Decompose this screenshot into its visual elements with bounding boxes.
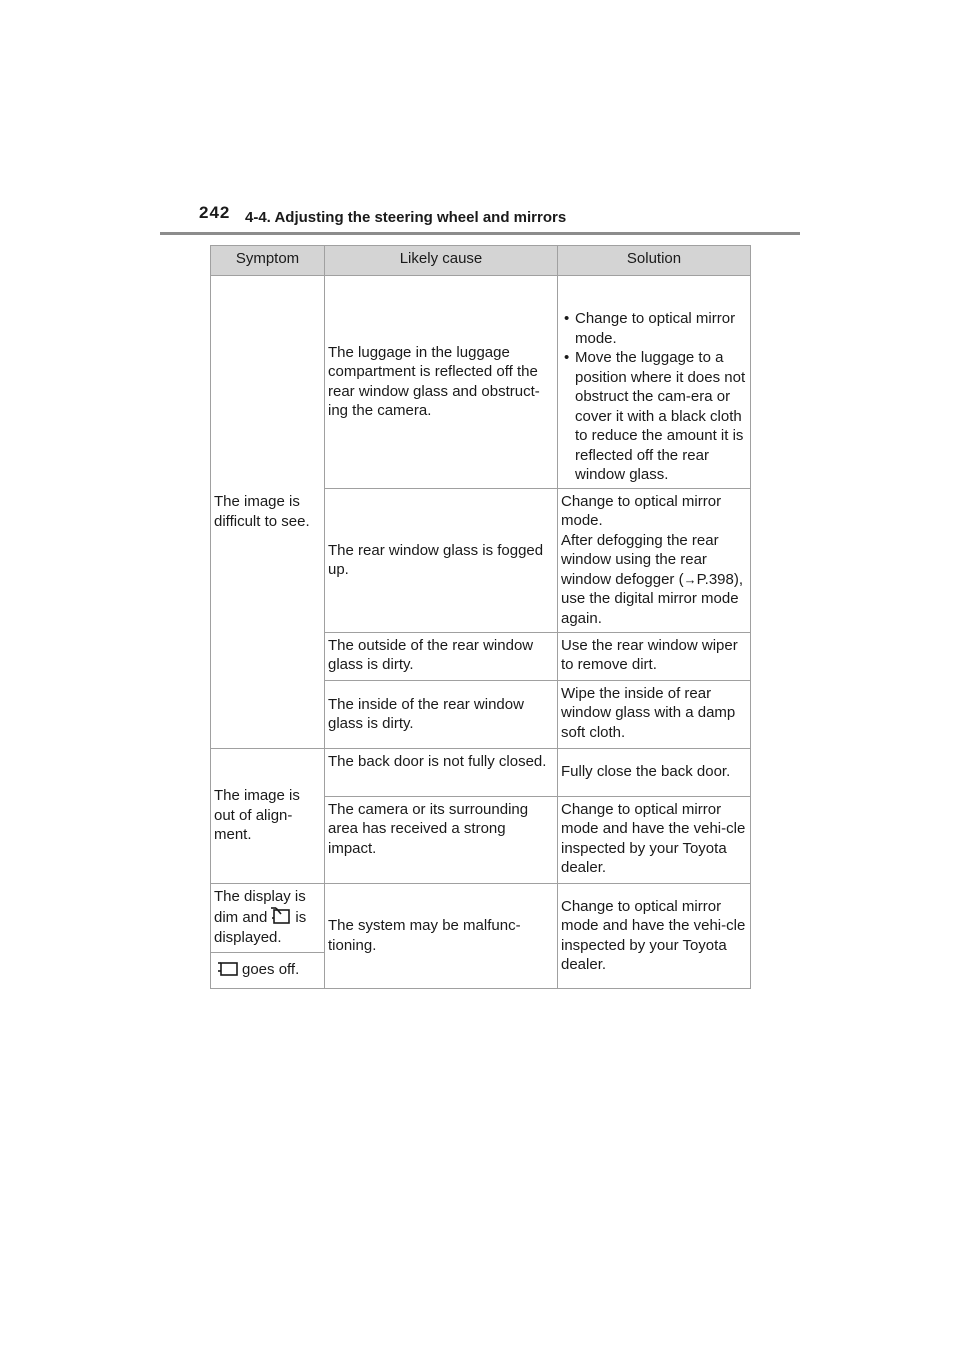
solution-line: Change to optical mirror mode. — [561, 492, 722, 529]
solution-cell: Use the rear window wiper to remove dirt. — [558, 632, 751, 680]
column-header-likely-cause: Likely cause — [325, 246, 558, 276]
solution-line — [561, 531, 747, 629]
table-header-row — [211, 246, 751, 276]
symptom-cell: The image is out of align-ment. — [211, 748, 325, 883]
cause-cell: The luggage in the luggage compartment is reflected off the rear window glass and obstruct-ing the camera. — [325, 276, 558, 489]
solution-cell: Change to optical mirror mode and have the vehi-cle inspected by your Toyota dealer. — [558, 796, 751, 883]
troubleshooting-table — [210, 245, 751, 989]
camera-warning-icon — [270, 906, 292, 926]
symptom-icon-off — [211, 953, 324, 988]
symptom-text: is displayed. — [214, 909, 307, 946]
solution-open-paren: ( — [678, 570, 684, 588]
camera-frame-icon — [217, 960, 239, 978]
cause-cell: The rear window glass is fogged up. — [325, 488, 558, 632]
solution-cell: Fully close the back door. — [558, 748, 751, 796]
symptom-cell: The image is difficult to see. — [211, 276, 325, 749]
symptom-cell — [211, 883, 325, 988]
symptom-display-dim — [211, 884, 324, 954]
list-item: • Change to optical mirror mode. — [561, 309, 747, 348]
solution-cell: Change to optical mirror mode and have the vehi-cle inspected by your Toyota dealer. — [558, 883, 751, 988]
page-reference: P.398), use the digital mirror mode again. — [561, 570, 744, 627]
cause-cell: The outside of the rear window glass is dirty. — [325, 632, 558, 680]
table-row — [211, 276, 751, 489]
solution-cell — [558, 488, 751, 632]
cause-cell: The camera or its surrounding area has received a strong impact. — [325, 796, 558, 883]
column-header-symptom: Symptom — [211, 246, 325, 276]
solution-cell — [558, 276, 751, 489]
page-number: 242 — [199, 203, 231, 222]
header-rule — [160, 232, 800, 235]
arrow-right-icon: → — [683, 571, 697, 587]
section-title: 4-4. Adjusting the steering wheel and mirrors — [245, 209, 567, 226]
column-header-solution: Solution — [558, 246, 751, 276]
solution-text: After defogging the rear window using the rear window defogger — [561, 531, 719, 588]
solution-list — [561, 309, 747, 485]
cause-cell: The back door is not fully closed. — [325, 748, 558, 796]
table-row — [211, 883, 751, 988]
table-row — [211, 748, 751, 796]
symptom-text: The display is dim and — [214, 887, 306, 926]
cause-cell: The system may be malfunc-tioning. — [325, 883, 558, 988]
cause-cell: The inside of the rear window glass is dirty. — [325, 680, 558, 748]
solution-cell: Wipe the inside of rear window glass with a damp soft cloth. — [558, 680, 751, 748]
list-item: • Move the luggage to a position where it does not obstruct the cam-era or cover it with a black cloth to reduce the amount it is reflected off the rear window glass. — [561, 348, 747, 485]
symptom-text: goes off. — [242, 961, 300, 978]
